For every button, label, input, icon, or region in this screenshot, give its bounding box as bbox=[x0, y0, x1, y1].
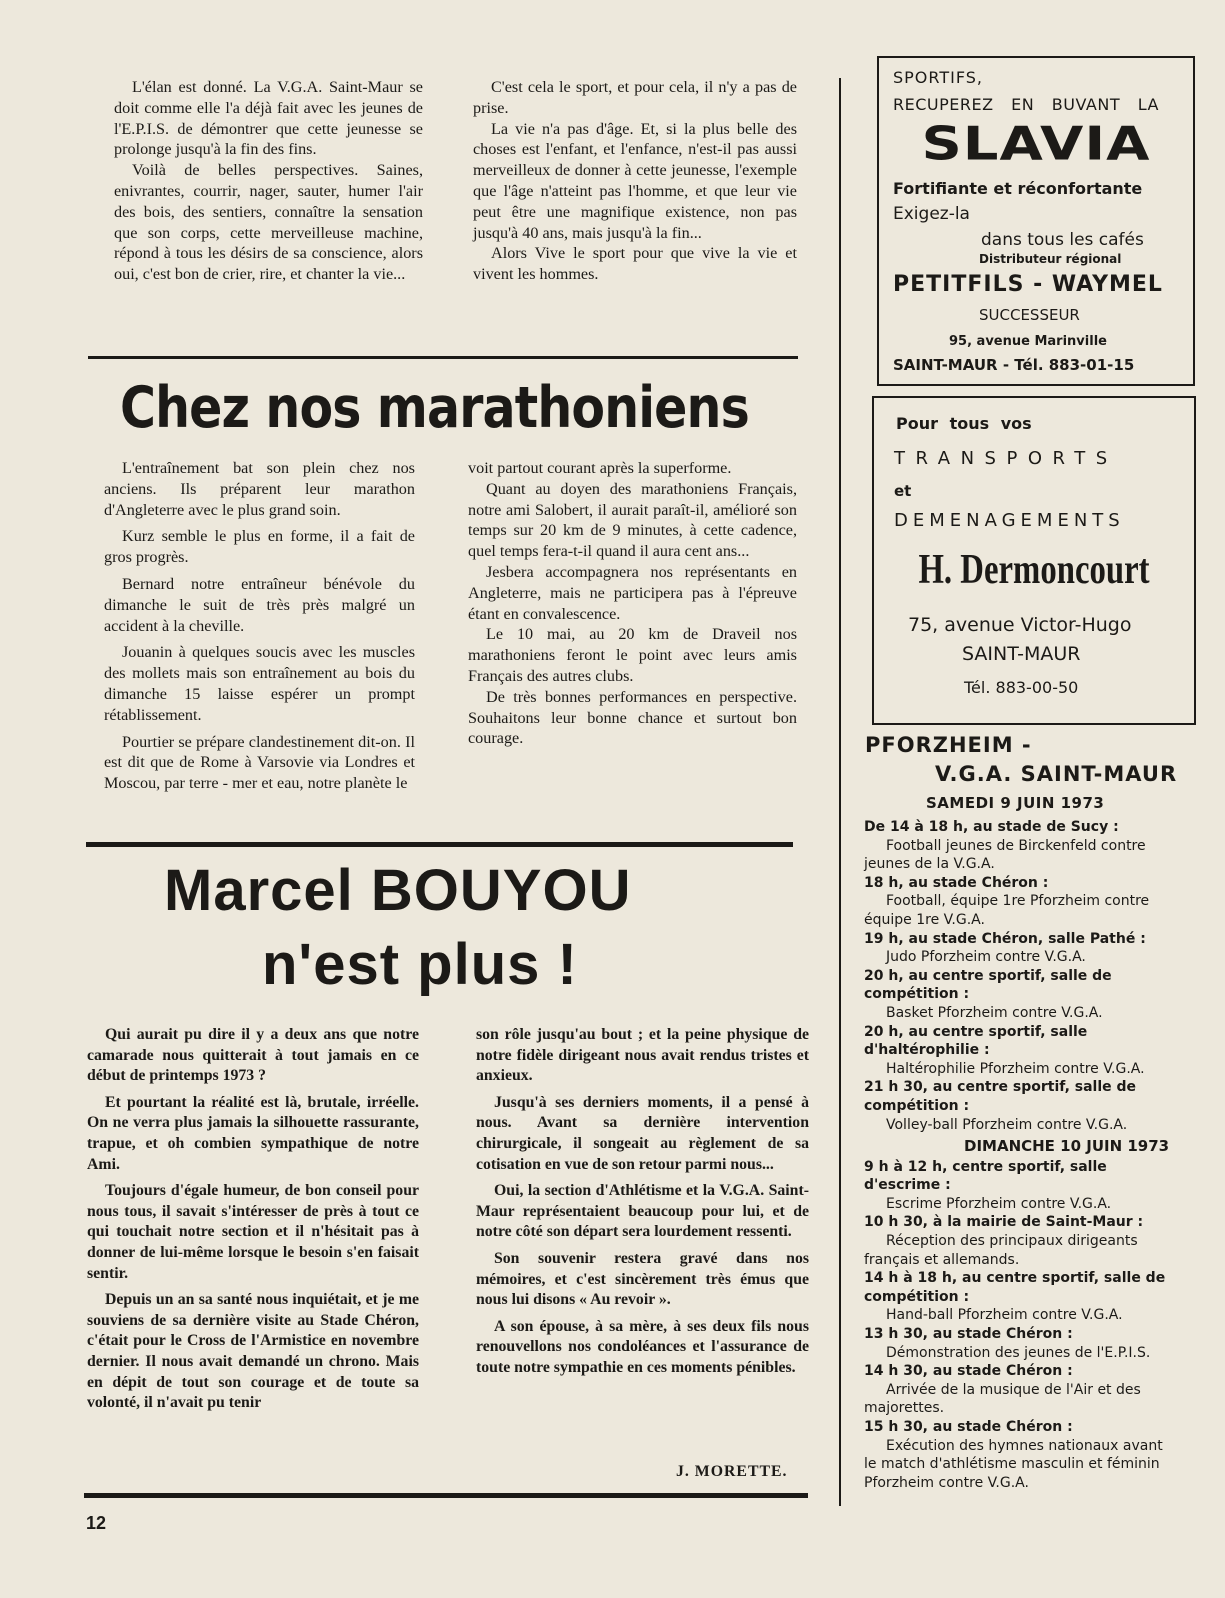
paragraph: Oui, la section d'Athlétisme et la V.G.A. Saint-Maur représentaient beaucoup pour lui, et de notre côté son départ sera lourdement ressenti. bbox=[476, 1182, 809, 1241]
ad-line: Pour tous vos bbox=[896, 414, 1032, 433]
programme-day1: SAMEDI 9 JUIN 1973 bbox=[926, 794, 1105, 812]
paragraph: La vie n'a pas d'âge. Et, si la plus belle des choses est l'enfant, et l'enfance, n'est-il pas aussi merveilleux de donner à cette jeunesse, l'exemple que l'âge n'atteint pas l'homme, et que leur vie peut être une magnifique existence, non pas jusqu'à 40 ans, mais jusqu'à la fin... bbox=[473, 119, 797, 242]
event-desc: Hand-ball Pforzheim contre V.G.A. bbox=[886, 1307, 1123, 1324]
paragraph: Et pourtant la réalité est là, brutale, irréelle. On ne verra plus jamais la silhouette rassurante, trapue, et oh combien sympathique de notre Ami. bbox=[87, 1093, 419, 1173]
event-time: 20 h, au centre sportif, salle d'haltérophilie : bbox=[864, 1023, 1088, 1059]
paragraph: Kurz semble le plus en forme, il a fait de gros progrès. bbox=[104, 527, 415, 567]
obituary-col2 bbox=[476, 1025, 809, 1385]
event-time: 10 h 30, à la mairie de Saint-Maur : bbox=[864, 1214, 1144, 1231]
ad-line: et bbox=[894, 482, 912, 500]
ad-line: Distributeur régional bbox=[979, 252, 1122, 266]
ad-line: SAINT-MAUR - Tél. 883-01-15 bbox=[893, 356, 1135, 374]
paragraph: Jouanin à quelques soucis avec les muscles des mollets mais son entraînement au bois du dimanche 15 laisse espérer un prompt rétablissement. bbox=[104, 643, 415, 724]
ad-line: 95, avenue Marinville bbox=[949, 334, 1107, 349]
marathon-col2 bbox=[468, 458, 797, 749]
ad-line: 75, avenue Victor-Hugo bbox=[908, 614, 1132, 636]
ad-line: dans tous les cafés bbox=[981, 230, 1144, 250]
marathon-headline: Chez nos marathoniens bbox=[120, 375, 749, 441]
programme-day1-list bbox=[864, 818, 1178, 1492]
event-desc: Exécution des hymnes nationaux avant le match d'athlétisme masculin et féminin Pforzheim contre V.G.A. bbox=[864, 1437, 1163, 1491]
obituary-headline-line1: Marcel BOUYOU bbox=[164, 858, 632, 923]
programme-title-1: PFORZHEIM - bbox=[865, 733, 1032, 757]
divider bbox=[84, 1493, 808, 1498]
ad-line: SUCCESSEUR bbox=[979, 306, 1080, 324]
paragraph: Quant au doyen des marathoniens Français, notre ami Salobert, il aurait paraît-il, amélioré son temps sur 20 km de 9 minutes, à cette cadence, quel temps fera-t-il quand il aura cent ans... bbox=[468, 479, 797, 561]
paragraph: Voilà de belles perspectives. Saines, enivrantes, courrir, nager, sauter, humer l'air des bois, des sentiers, connaître la sensation que son corps, cette merveilleuse machine, répond à tous les désirs de sa conscience, alors oui, c'est bon de crier, rire, et chanter la vie... bbox=[114, 161, 423, 284]
paragraph: Alors Vive le sport pour que vive la vie et vivent les hommes. bbox=[473, 244, 797, 284]
event-time: 13 h 30, au stade Chéron : bbox=[864, 1326, 1073, 1343]
event-time: 21 h 30, au centre sportif, salle de compétition : bbox=[864, 1079, 1137, 1114]
paragraph: De très bonnes performances en perspective. Souhaitons leur bonne chance et surtout bon courage. bbox=[468, 687, 797, 748]
ad-line: SAINT-MAUR bbox=[962, 643, 1081, 665]
paragraph: son rôle jusqu'au bout ; et la peine physique de notre fidèle dirigeant nous avait rendus tristes et anxieux. bbox=[476, 1026, 809, 1085]
event-desc: Football, équipe 1re Pforzheim contre équipe 1re V.G.A. bbox=[864, 893, 1150, 928]
event-desc: Judo Pforzheim contre V.G.A. bbox=[886, 949, 1086, 966]
event-desc: Volley-ball Pforzheim contre V.G.A. bbox=[886, 1116, 1128, 1133]
ad-line: Tél. 883-00-50 bbox=[964, 678, 1079, 697]
event-desc: Football jeunes de Birckenfeld contre jeunes de la V.G.A. bbox=[864, 837, 1146, 873]
event-desc: Réception des principaux dirigeants français et allemands. bbox=[864, 1233, 1138, 1268]
signature: J. MORETTE. bbox=[676, 1463, 788, 1480]
paragraph: Bernard notre entraîneur bénévole du dimanche le suit de très près malgré un accident à la cheville. bbox=[104, 574, 415, 635]
obituary-headline-line2: n'est plus ! bbox=[262, 932, 578, 997]
paragraph: Le 10 mai, au 20 km de Draveil nos marathoniens feront le point avec leurs amis Français des autres clubs. bbox=[468, 625, 797, 685]
event-time: 20 h, au centre sportif, salle de compétition : bbox=[864, 967, 1112, 1003]
ad-line: DEMENAGEMENTS bbox=[894, 510, 1125, 531]
paragraph: Qui aurait pu dire il y a deux ans que notre camarade nous quitterait à tout jamais en ce début de printemps 1973 ? bbox=[87, 1026, 419, 1085]
paragraph: voit partout courant après la superforme. bbox=[468, 459, 732, 477]
marathon-col1 bbox=[104, 458, 415, 800]
ad-line: TRANSPORTS bbox=[894, 448, 1118, 469]
obituary-col1 bbox=[87, 1025, 419, 1420]
divider bbox=[88, 356, 798, 359]
paragraph: C'est cela le sport, et pour cela, il n'y a pas de prise. bbox=[473, 78, 797, 117]
event-time: 14 h 30, au stade Chéron : bbox=[864, 1363, 1073, 1380]
programme-title-2: V.G.A. SAINT-MAUR bbox=[935, 762, 1178, 786]
event-desc: Escrime Pforzheim contre V.G.A. bbox=[886, 1195, 1112, 1212]
ad-line: RECUPEREZ EN BUVANT LA bbox=[893, 95, 1159, 114]
ad-line: PETITFILS - WAYMEL bbox=[893, 272, 1163, 297]
event-time: 19 h, au stade Chéron, salle Pathé : bbox=[864, 930, 1146, 947]
event-time: 14 h à 18 h, au centre sportif, salle de compétition : bbox=[864, 1270, 1166, 1305]
paragraph: L'élan est donné. La V.G.A. Saint-Maur se doit comme elle l'a déjà fait avec les jeunes de l'E.P.I.S. de démontrer que cette jeunesse se prolonge jusqu'à la fin des fins. bbox=[114, 78, 423, 159]
event-desc: Basket Pforzheim contre V.G.A. bbox=[886, 1004, 1103, 1021]
top-article-col1 bbox=[114, 77, 423, 285]
paragraph: L'entraînement bat son plein chez nos anciens. Ils préparent leur marathon d'Angleterre avec le plus grand soin. bbox=[104, 459, 415, 519]
paragraph: Depuis un an sa santé nous inquiétait, et je me souviens de sa dernière visite au Stade Chéron, c'était pour le Cross de l'Armistice en novembre dernier. Il nous avait demandé un chrono. Mais en dépit de tout son courage et de toute sa volonté, il n'avait pu tenir bbox=[87, 1291, 419, 1412]
event-desc: Haltérophilie Pforzheim contre V.G.A. bbox=[886, 1060, 1145, 1077]
top-article-col2 bbox=[473, 77, 797, 285]
page-number: 12 bbox=[86, 1513, 107, 1533]
ad-brand: H. Dermoncourt bbox=[918, 547, 1150, 593]
event-time: De 14 à 18 h, au stade de Sucy : bbox=[864, 819, 1119, 835]
ad-line: Fortifiante et réconfortante bbox=[893, 179, 1143, 198]
paragraph: A son épouse, à sa mère, à ses deux fils nous renouvellons nos condoléances et l'assurance de toute notre sympathie en ces moments pénibles. bbox=[476, 1317, 809, 1376]
paragraph: Jesbera accompagnera nos représentants en Angleterre, mais ne participera pas à l'épreuve étant en convalescence. bbox=[468, 562, 797, 623]
event-time: 15 h 30, au stade Chéron : bbox=[864, 1419, 1073, 1435]
paragraph: Pourtier se prépare clandestinement dit-on. Il est dit que de Rome à Varsovie via Londres et Moscou, par terre - mer et eau, notre planète le bbox=[104, 732, 415, 793]
event-time: 18 h, au stade Chéron : bbox=[864, 874, 1049, 891]
ad-line: SPORTIFS, bbox=[893, 68, 984, 87]
column-rule bbox=[839, 78, 841, 1506]
ad-slavia bbox=[877, 56, 1195, 386]
paragraph: Son souvenir restera gravé dans nos mémoires, et c'est sincèrement très émus que nous lui disons « Au revoir ». bbox=[476, 1249, 809, 1309]
event-time: 9 h à 12 h, centre sportif, salle d'escrime : bbox=[864, 1158, 1107, 1194]
ad-line: Exigez-la bbox=[893, 204, 970, 224]
ad-brand: SLAVIA bbox=[921, 117, 1151, 172]
event-desc: Arrivée de la musique de l'Air et des majorettes. bbox=[864, 1381, 1141, 1417]
paragraph: Toujours d'égale humeur, de bon conseil pour nous tous, il savait s'intéresser de près à tout ce qui touchait notre section et il n'hésitait pas à donner de lui-même lorsque le besoin s'en faisait sentir. bbox=[87, 1182, 419, 1282]
ad-dermoncourt bbox=[872, 396, 1196, 725]
event-desc: Démonstration des jeunes de l'E.P.I.S. bbox=[886, 1344, 1151, 1361]
divider bbox=[86, 842, 793, 847]
paragraph: Jusqu'à ses derniers moments, il a pensé à nous. Avant sa dernière intervention chirurgicale, il songeait au règlement de sa cotisation en vue de son retour parmi nous... bbox=[476, 1093, 809, 1173]
programme-day2: DIMANCHE 10 JUIN 1973 bbox=[964, 1137, 1170, 1156]
